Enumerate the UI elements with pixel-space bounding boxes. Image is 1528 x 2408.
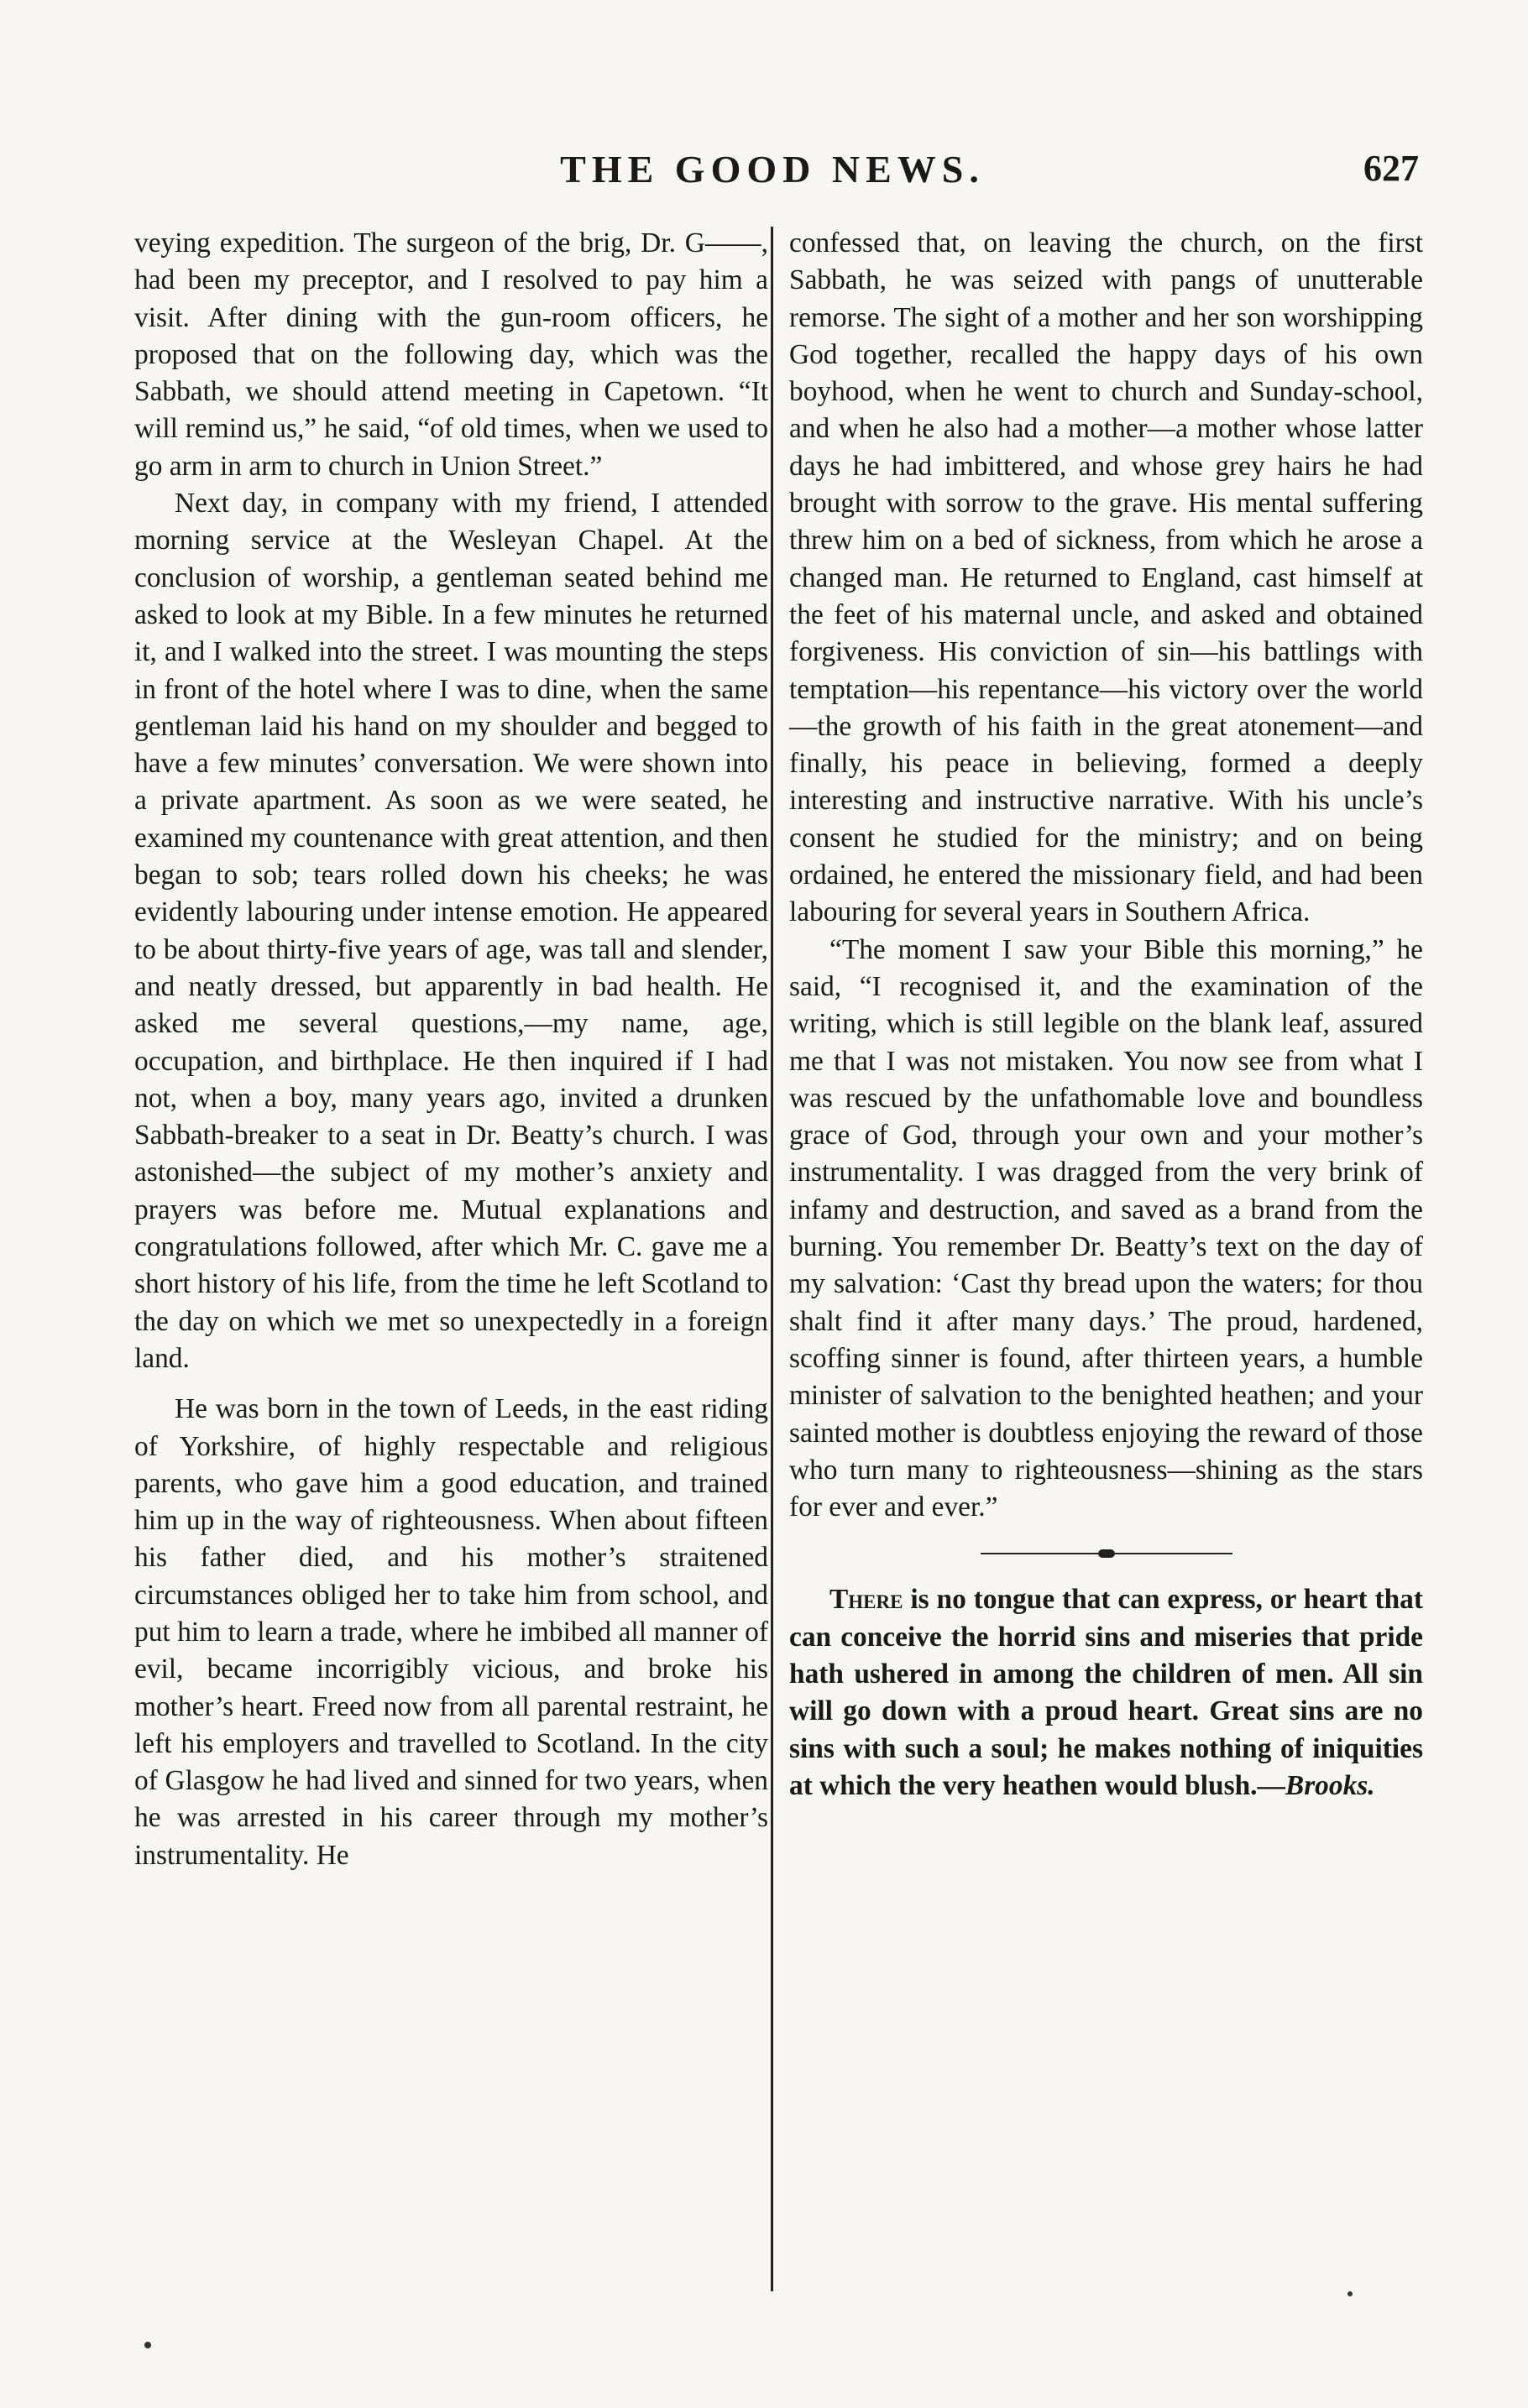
paragraph: He was born in the town of Leeds, in the east riding of Yorkshire, of highly respectable and religious parents, who gave him a good education, and trained him up in the way of righteousness. When about fifteen his father died, and his mother’s straitened circumstances obliged her to take him from school, and put him to learn a trade, where he imbibed all manner of evil, became incorrigibly vicious, and broke his mother’s heart. Freed now from all parental restraint, he left his employers and travelled to Scotland. In the city of Glasgow he had lived and sinned for two years, when he was arrested in his career through my mother’s instrumentality. He: [134, 1393, 768, 1871]
section-separator: [981, 1548, 1232, 1559]
print-speck: [1347, 2291, 1353, 2296]
page-header: [126, 147, 1419, 206]
right-column: [789, 225, 1423, 1805]
paragraph: Next day, in company with my friend, I attended morning service at the Wesleyan Chapel. At the conclusion of worship, a gentleman seated behind me asked to look at my Bible. In a few minutes he returned it, and I walked into the street. I was mounting the steps in front of the hotel where I was to dine, when the same gentleman laid his hand on my shoulder and begged to have a few minutes’ conversation. We were shown into a private apartment. As soon as we were seated, he examined my countenance with great attention, and then began to sob; tears rolled down his cheeks; he was evidently labouring under intense emotion. He appeared to be about thirty-five years of age, was tall and slender, and neatly dressed, but apparently in bad health. He asked me several questions,—my name, age, occupation, and birthplace. He then inquired if I had not, when a boy, many years ago, invited a drunken Sabbath-breaker to a seat in Dr. Beatty’s church. I was astonished—the subject of my mother’s anxiety and prayers was before me. Mutual explanations and congratulations followed, after which Mr. C. gave me a short history of his life, from the time he left Scotland to the day on which we met so unexpectedly in a foreign land.: [134, 488, 768, 1374]
quote-lead: There: [829, 1584, 903, 1616]
quote-author: Brooks.: [1285, 1769, 1375, 1801]
left-column: [134, 225, 768, 1874]
paragraph: confessed that, on leaving the church, on the first Sabbath, he was seized with pangs of unutterable remorse. The sight of a mother and her son worshipping God together, recalled the happy days of his own boyhood, when he went to church and Sunday-school, and when he also had a mother—a mother whose latter days he had imbittered, and whose grey hairs he had brought with sorrow to the grave. His mental suffering threw him on a bed of sickness, from which he arose a changed man. He returned to England, cast himself at the feet of his maternal uncle, and asked and obtained forgiveness. His conviction of sin—his battlings with temptation—his repentance—his victory over the world—the growth of his faith in the great atonement—and finally, his peace in believing, formed a deeply interesting and instructive narrative. With his uncle’s consent he studied for the ministry; and on being ordained, he entered the missionary field, and had been labouring for several years in Southern Africa.: [789, 227, 1423, 928]
running-title: THE GOOD NEWS.: [560, 148, 985, 191]
closing-quote: [789, 1581, 1423, 1805]
column-rule: [771, 227, 773, 2291]
quote-text: is no tongue that can express, or heart that can conceive the horrid sins and miseries that pride hath ushered in among the children of men. All sin will go down with a proud heart. Great sins are no sins with such a soul; he makes nothing of iniquities at which the very heathen would blush.—: [789, 1584, 1423, 1801]
paragraph: “The moment I saw your Bible this morning,” he said, “I recognised it, and the examination of the writing, which is still legible on the blank leaf, assured me that I was not mistaken. You now see from what I was rescued by the unfathomable love and boundless grace of God, through your own and your mother’s instrumentality. I was dragged from the very brink of infamy and destruction, and saved as a brand from the burning. You remember Dr. Beatty’s text on the day of my salvation: ‘Cast thy bread upon the waters; for thou shalt find it after many days.’ The proud, hardened, scoffing sinner is found, after thirteen years, a humble minister of salvation to the benighted heathen; and your sainted mother is doubtless enjoying the reward of those who turn many to righteousness—shining as the stars for ever and ever.”: [789, 933, 1423, 1523]
print-speck: [144, 2342, 151, 2348]
page-number: 627: [1363, 148, 1419, 189]
paragraph: veying expedition. The surgeon of the brig, Dr. G——, had been my preceptor, and I resolved to pay him a visit. After dining with the gun-room officers, he proposed that on the following day, which was the Sabbath, we should attend meeting in Capetown. “It will remind us,” he said, “of old times, when we used to go arm in arm to church in Union Street.”: [134, 227, 768, 482]
